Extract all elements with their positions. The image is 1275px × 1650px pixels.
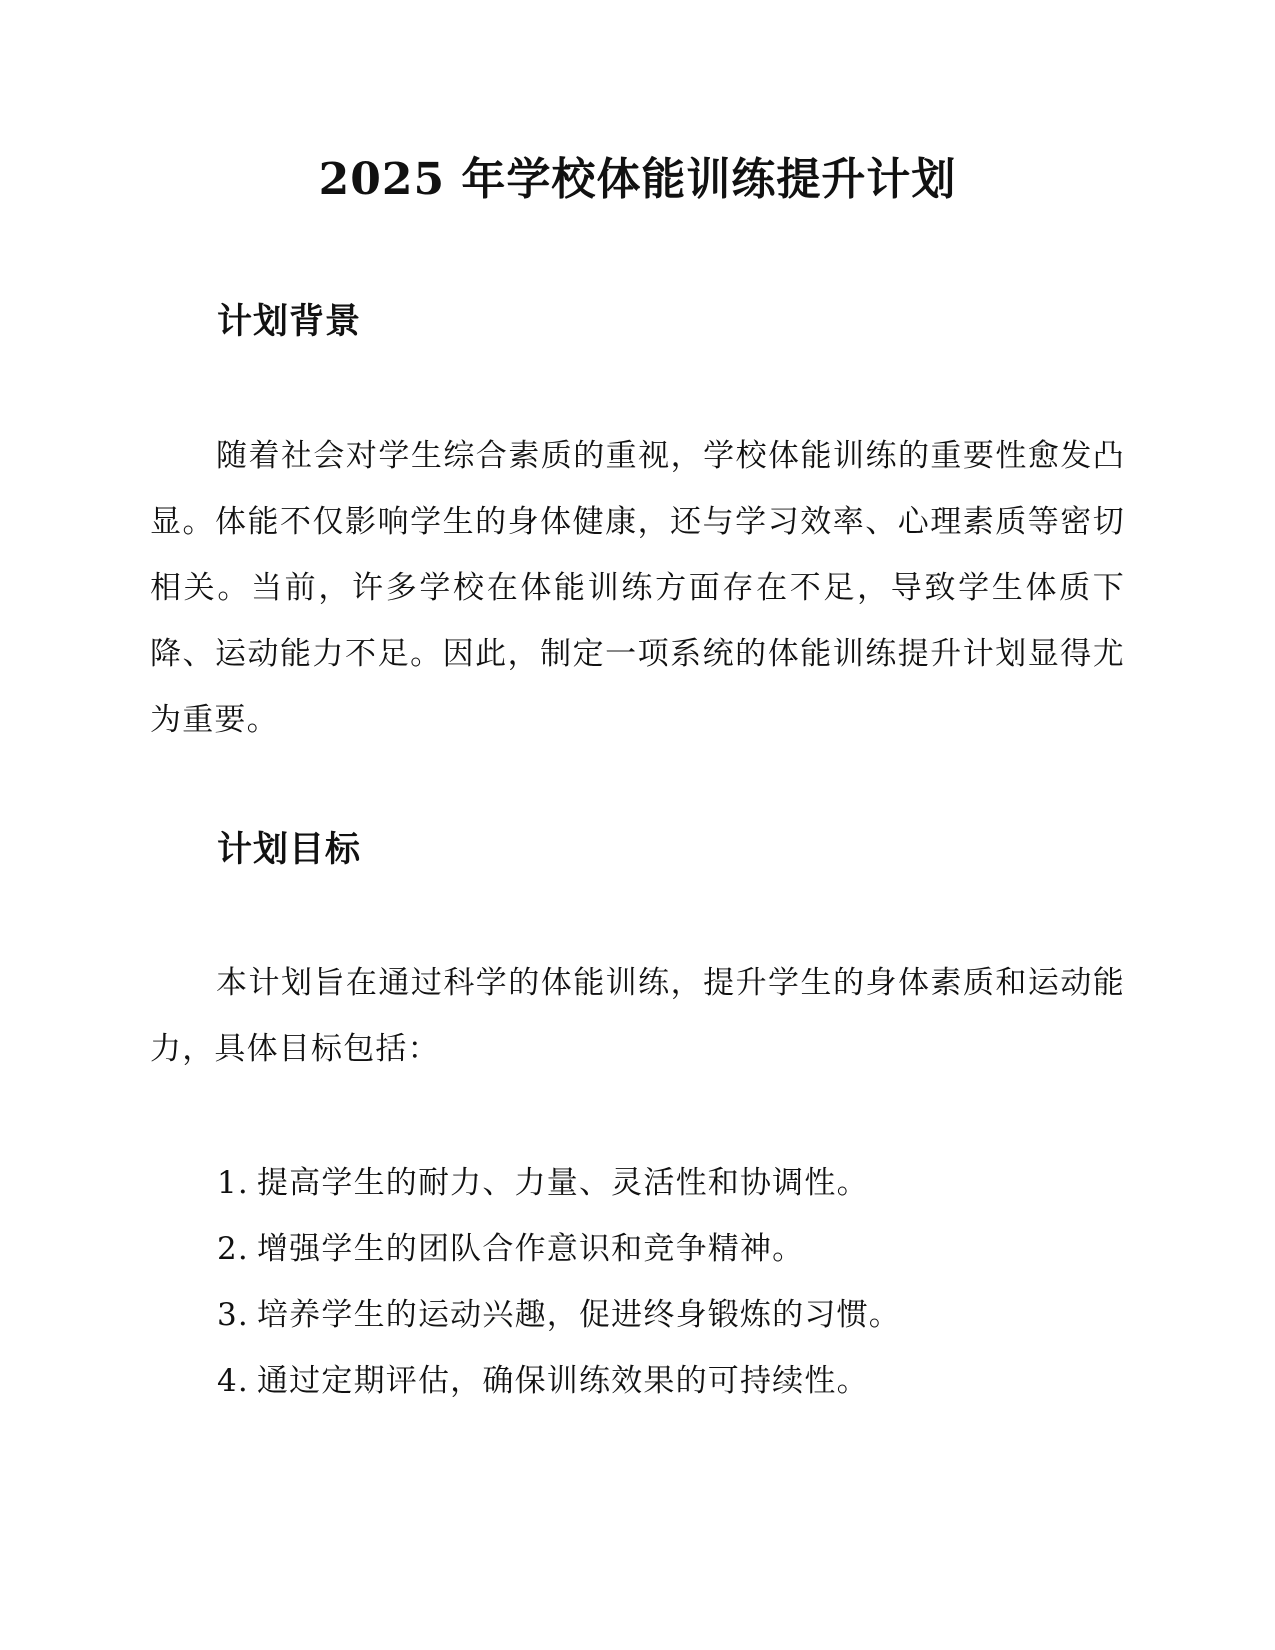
list-item-text: 培养学生的运动兴趣，促进终身锻炼的习惯。: [256, 1297, 901, 1333]
document-title: 2025 年学校体能训练提升计划: [318, 154, 957, 205]
list-item: [217, 1282, 901, 1348]
section-heading-background: 计划背景: [217, 302, 362, 342]
section-heading-goals: 计划目标: [217, 830, 362, 870]
list-item-number: 2.: [217, 1231, 249, 1267]
goals-list: [217, 1150, 901, 1414]
list-item-text: 增强学生的团队合作意识和竞争精神。: [256, 1231, 805, 1267]
list-item-number: 1.: [217, 1165, 249, 1201]
list-item: [217, 1150, 901, 1216]
background-paragraph: 随着社会对学生综合素质的重视，学校体能训练的重要性愈发凸显。体能不仅影响学生的身体健康，还与学习效率、心理素质等密切相关。当前，许多学校在体能训练方面存在不足，导致学生体质下降、运动能力不足。因此，制定一项系统的体能训练提升计划显得尤为重要。: [150, 438, 1125, 738]
list-item: [217, 1216, 901, 1282]
list-item-text: 通过定期评估，确保训练效果的可持续性。: [256, 1363, 869, 1399]
list-item-number: 4.: [217, 1363, 249, 1399]
list-item-text: 提高学生的耐力、力量、灵活性和协调性。: [256, 1165, 869, 1201]
list-item: [217, 1348, 901, 1414]
goals-paragraph: 本计划旨在通过科学的体能训练，提升学生的身体素质和运动能力，具体目标包括：: [150, 965, 1125, 1067]
list-item-number: 3.: [217, 1297, 249, 1333]
